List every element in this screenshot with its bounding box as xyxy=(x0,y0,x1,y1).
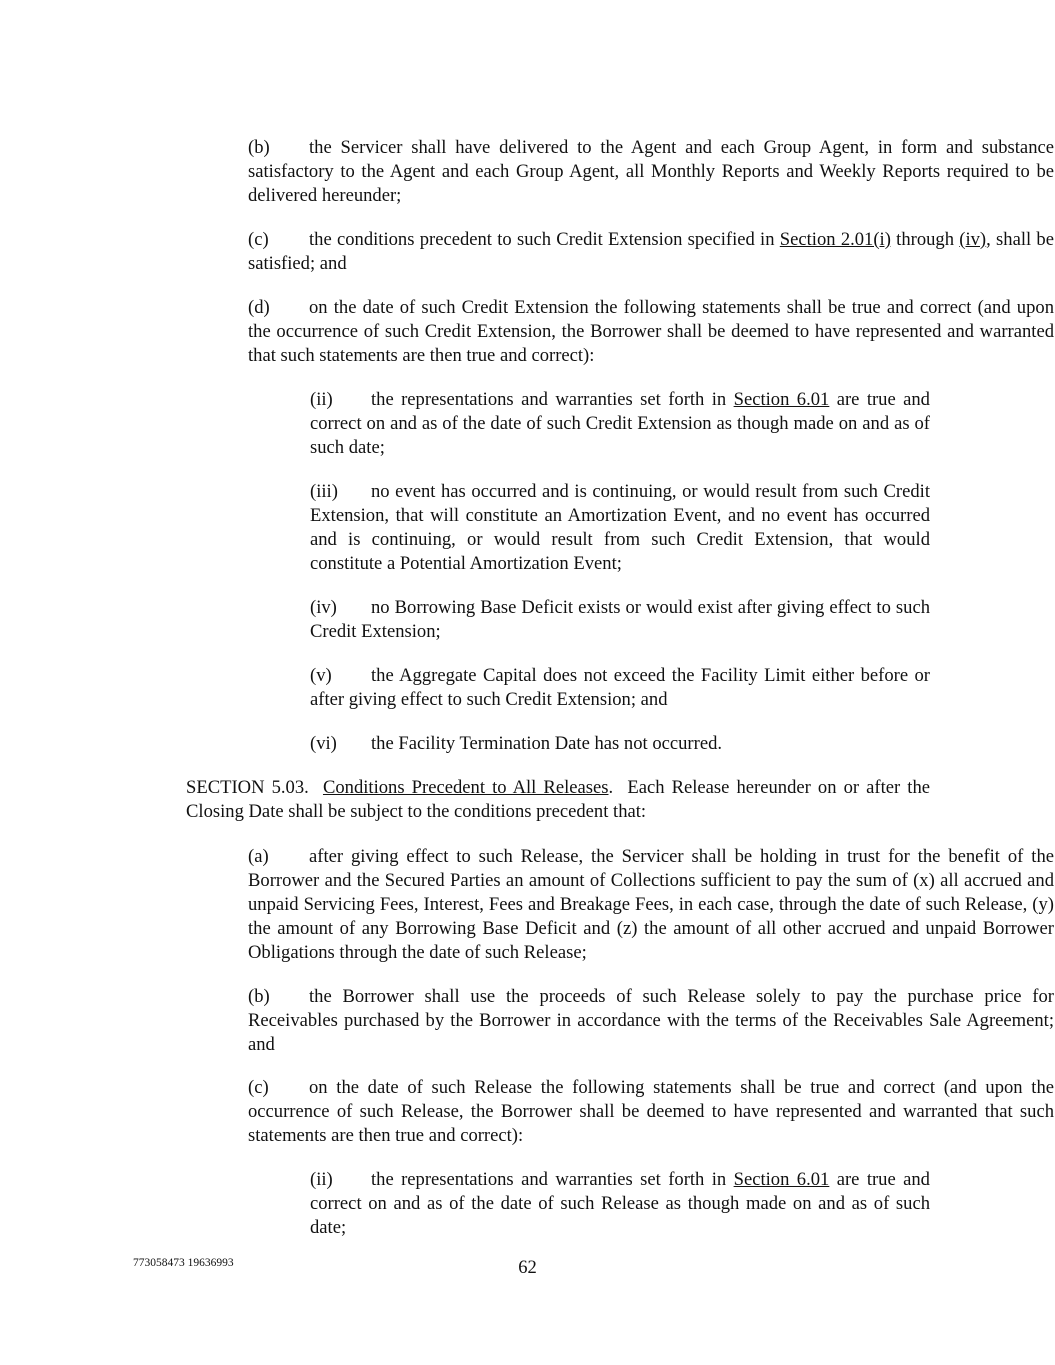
paragraph-503-c xyxy=(124,1076,1054,1148)
clause-text: the Servicer shall have delivered to the Agent and each Group Agent, in form and substance satisfactory to the Agent and each Group Agent, all Monthly Reports and Weekly Reports required to be delivered hereunder; xyxy=(248,137,1054,206)
paragraph-b xyxy=(124,136,1054,208)
paragraph-503-c-ii xyxy=(186,1168,930,1240)
clause-text: the Facility Termination Date has not occurred. xyxy=(371,733,723,754)
section-title: Conditions Precedent to All Releases xyxy=(322,777,609,798)
clause-label: (iii) xyxy=(310,481,338,502)
clause-text: on the date of such Release the following statements shall be true and correct (and upon the occurrence of such Release, the Borrower shall be deemed to have represented and warranted that such statements are then true and correct): xyxy=(248,1077,1054,1146)
clause-text: no Borrowing Base Deficit exists or would exist after giving effect to such Credit Extension; xyxy=(310,597,930,642)
paragraph-d-iv xyxy=(186,596,930,644)
clause-text: are true and correct on and as of the date of such Credit Extension as though made on and as of such date; xyxy=(310,389,930,458)
clause-text: the Aggregate Capital does not exceed the Facility Limit either before or after giving effect to such Credit Extension; and xyxy=(310,665,930,710)
clause-text: the conditions precedent to such Credit Extension specified in xyxy=(309,229,780,250)
page-number: 62 xyxy=(518,1257,537,1278)
paragraph-d-iii xyxy=(186,480,930,576)
clause-text: the Borrower shall use the proceeds of such Release solely to pay the purchase price for Receivables purchased by the Borrower in accordance with the terms of the Receivables Sale Agreement; and xyxy=(248,986,1054,1055)
section-reference-link: Section 2.01(i) xyxy=(779,229,891,250)
clause-label: (ii) xyxy=(310,1169,333,1190)
paragraph-503-a xyxy=(124,845,1054,965)
section-text: Each Release hereunder on or after the Closing Date shall be subject to the conditions precedent that: xyxy=(186,777,931,822)
paragraph-d-ii xyxy=(186,388,930,460)
clause-label: (d) xyxy=(248,297,270,318)
clause-label: (b) xyxy=(248,137,270,158)
clause-label: (c) xyxy=(248,229,269,250)
paragraph-503-b xyxy=(124,985,1054,1057)
section-reference-link: (iv) xyxy=(959,229,987,250)
clause-text: the representations and warranties set forth in xyxy=(371,1169,734,1190)
section-reference-link: Section 6.01 xyxy=(733,389,830,410)
clause-label: (vi) xyxy=(310,733,337,754)
clause-label: (v) xyxy=(310,665,332,686)
clause-label: (ii) xyxy=(310,389,333,410)
paragraph-d-v xyxy=(186,664,930,712)
clause-label: (iv) xyxy=(310,597,337,618)
section-5-03-heading xyxy=(124,776,930,824)
paragraph-d xyxy=(124,296,1054,368)
clause-label: (b) xyxy=(248,986,270,1007)
clause-text: through xyxy=(890,229,960,250)
clause-label: (c) xyxy=(248,1077,269,1098)
clause-text: , shall be satisfied; and xyxy=(248,229,1054,274)
clause-label: (a) xyxy=(248,846,269,867)
paragraph-c xyxy=(124,228,1054,276)
clause-text: no event has occurred and is continuing, or would result from such Credit Extension, that will constitute an Amortization Event, and no event has occurred and is continuing, or would result from such Credit Extension, that would constitute a Potential Amortization Event; xyxy=(310,481,930,574)
paragraph-d-vi xyxy=(186,732,930,756)
clause-text: are true and correct on and as of the date of such Release as though made on and as of such date; xyxy=(310,1169,930,1238)
document-id: 773058473 19636993 xyxy=(133,1257,234,1269)
clause-text: on the date of such Credit Extension the following statements shall be true and correct (and upon the occurrence of such Credit Extension, the Borrower shall be deemed to have represented and warranted that such statements are then true and correct): xyxy=(248,297,1054,366)
section-reference-link: Section 6.01 xyxy=(733,1169,830,1190)
clause-text: the representations and warranties set forth in xyxy=(371,389,734,410)
section-number: SECTION 5.03. xyxy=(186,777,309,798)
section-title-period: . xyxy=(608,777,614,798)
clause-text: after giving effect to such Release, the Servicer shall be holding in trust for the benefit of the Borrower and the Secured Parties an amount of Collections sufficient to pay the sum of (x) all accrued and unpaid Servicing Fees, Interest, Fees and Breakage Fees, in each case, through the date of such Release, (y) the amount of any Borrowing Base Deficit and (z) the amount of all other accrued and unpaid Borrower Obligations through the date of such Release; xyxy=(248,846,1054,963)
